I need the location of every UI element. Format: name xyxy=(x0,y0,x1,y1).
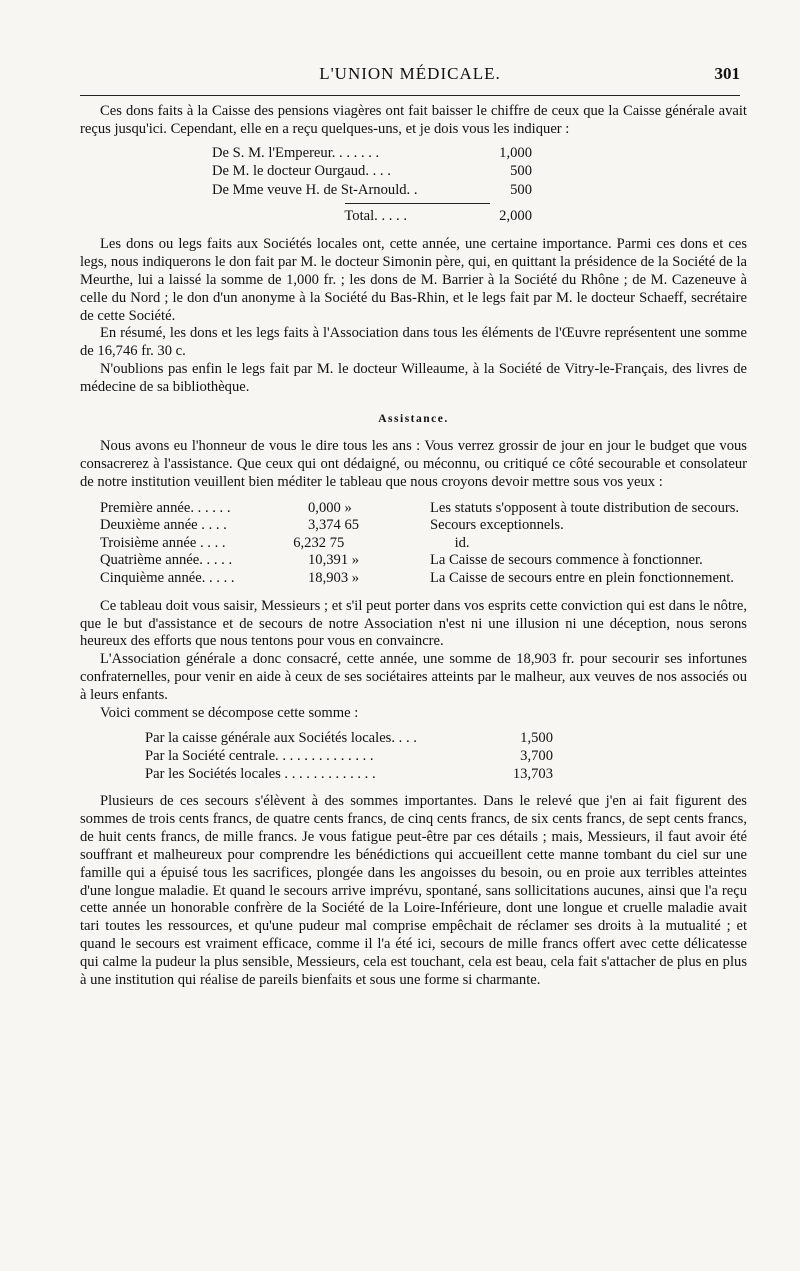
donation-row xyxy=(212,145,612,163)
year-note: Secours exceptionnels. xyxy=(430,517,564,534)
donation-row xyxy=(212,182,612,200)
paragraph-intro: Ces dons faits à la Caisse des pensions viagères ont fait baisser le chiffre de ceux que la Caisse générale avait reçus jusqu'ici. Cependant, elle en a reçu quelques-uns, et je dois vous les indiquer : xyxy=(80,103,747,137)
breakdown-source: Par la Société centrale. . . . . . . . . . . . . . xyxy=(145,747,374,764)
paragraph-association: L'Association générale a donc consacré, cette année, une somme de 18,903 fr. pour secourir ses infortunes confraternelles, pour venir en aide à ceux de ses sociétaires atteints par le malheur, aux veuves de nos associés ou à leurs enfants. xyxy=(80,651,747,704)
year-label: Troisième année . . . . xyxy=(100,534,226,551)
donation-amount: 1,000 xyxy=(499,144,532,161)
donations-total xyxy=(212,208,747,226)
year-sum: 0,000 » xyxy=(308,499,352,516)
year-row xyxy=(100,552,750,570)
year-sum: 6,232 75 xyxy=(293,534,345,551)
year-note: La Caisse de secours commence à fonctionner. xyxy=(430,552,703,569)
paragraph-resume: En résumé, les dons et les legs faits à l'Association dans tous les éléments de l'Œuvre représentent une somme de 16,746 fr. 30 c. xyxy=(80,325,747,360)
breakdown-row xyxy=(145,729,585,747)
donations-list xyxy=(212,145,612,200)
donor-name: De S. M. l'Empereur. . . . . . . xyxy=(212,144,380,161)
page-header xyxy=(80,60,740,90)
breakdown-row xyxy=(145,747,585,765)
year-label: Première année. . . . . . xyxy=(100,499,231,516)
year-note: id. xyxy=(454,534,470,551)
paragraph-voici: Voici comment se décompose cette somme : xyxy=(100,705,359,722)
total-rule xyxy=(345,203,490,204)
section-heading-assistance: Assistance. xyxy=(378,413,449,426)
donation-amount: 500 xyxy=(510,163,532,180)
year-sum: 10,391 » xyxy=(308,552,360,569)
year-note: La Caisse de secours entre en plein fonctionnement. xyxy=(430,570,734,587)
donation-amount: 500 xyxy=(510,181,532,198)
total-amount: 2,000 xyxy=(499,207,532,224)
breakdown-source: Par les Sociétés locales . . . . . . . . . . . . . xyxy=(145,765,376,782)
year-sum: 18,903 » xyxy=(308,570,360,587)
header-rule xyxy=(80,95,740,96)
year-label: Cinquième année. . . . . xyxy=(100,570,235,587)
breakdown-row xyxy=(145,765,585,783)
yearly-table xyxy=(100,500,750,588)
running-title: L'UNION MÉDICALE. xyxy=(319,64,501,83)
total-label: Total. . . . . xyxy=(344,207,407,224)
donor-name: De Mme veuve H. de St-Arnould. . xyxy=(212,181,418,198)
year-label: Quatrième année. . . . . xyxy=(100,552,233,569)
page-body xyxy=(80,103,747,990)
year-label: Deuxième année . . . . xyxy=(100,517,227,534)
year-note: Les statuts s'opposent à toute distribution de secours. xyxy=(430,499,740,516)
paragraph-willeaume: N'oublions pas enfin le legs fait par M. le docteur Willeaume, à la Société de Vitry-le-Français, des livres de médecine de sa bibliothèque. xyxy=(80,361,747,396)
paragraph-plusieurs: Plusieurs de ces secours s'élèvent à des sommes importantes. Dans le relevé que j'en ai fait figurent des sommes de trois cents francs, de quatre cents francs, de cinq cents francs, de six cents francs, de sept cents francs, de huit cents francs, de mille francs. Je vous fatigue peut-être par ces détails ; mais, Messieurs, il faut avoir été souffrant et malheureux pour comprendre les bénédictions qui accueillent cette manne tombant du ciel sur une famille qui a épuisé tous les sacrifices, plongée dans les angoisses du besoin, ou en proie aux terribles atteintes d'une longue maladie. Et quand le secours arrive imprévu, spontané, sans sollicitations aucunes, ainsi que l'a reçu cette année un honorable confrère de la Société de la Loire-Inférieure, dont une longue et cruelle maladie avait tari toutes les ressources, et qu'une pudeur mal comprise empêchait de réclamer ses droits à la mutualité ; et quand le secours est vraiment efficace, comme il l'a été ici, secours de mille francs offert avec cette délicatesse qui calme la pudeur la plus sensible, Messieurs, cela est touchant, cela est beau, cela fait s'attacher de plus en plus à une institution qui réalise de pareils bienfaits et sous une forme si charmante. xyxy=(80,792,747,989)
breakdown-list xyxy=(145,729,585,783)
breakdown-amount: 3,700 xyxy=(520,747,553,764)
donor-name: De M. le docteur Ourgaud. . . . xyxy=(212,163,391,180)
breakdown-source: Par la caisse générale aux Sociétés locales. . . . xyxy=(145,729,417,746)
year-row xyxy=(100,535,750,553)
donation-row xyxy=(212,163,612,181)
breakdown-amount: 1,500 xyxy=(520,729,553,746)
page-number: 301 xyxy=(714,64,740,83)
year-row xyxy=(100,517,750,535)
year-row xyxy=(100,570,750,588)
paragraph-tableau: Ce tableau doit vous saisir, Messieurs ; et s'il peut porter dans vos esprits cette conviction qui est dans le nôtre, que le but d'assistance et de secours de notre Association n'est ni une illusion ni une déception, nous serons heureux des efforts que nous tentons pour vous en convaincre. xyxy=(80,597,747,650)
breakdown-amount: 13,703 xyxy=(512,765,553,782)
year-row xyxy=(100,500,750,518)
year-sum: 3,374 65 xyxy=(308,517,360,534)
paragraph-legs: Les dons ou legs faits aux Sociétés locales ont, cette année, une certaine importance. Parmi ces dons et ces legs, nous indiquerons le don fait par M. le docteur Simonin père, qui, en quittant la présidence de la Société de la Meurthe, lui a laissé la somme de 1,000 fr. ; les dons de M. Barrier à la Société du Rhône ; de M. Cazeneuve à celle du Nord ; le don d'un anonyme à la Société du Bas-Rhin, et le legs fait par M. le docteur Schaeff, secrétaire de cette Société. xyxy=(80,235,747,324)
paragraph-assistance: Nous avons eu l'honneur de vous le dire tous les ans : Vous verrez grossir de jour en jour le budget que vous consacrerez à l'assistance. Que ceux qui ont dédaigné, ou méconnu, ou critiqué ce côté secourable et consolateur de notre institution veuillent bien méditer le tableau que nous croyons devoir mettre sous vos yeux : xyxy=(80,437,747,490)
